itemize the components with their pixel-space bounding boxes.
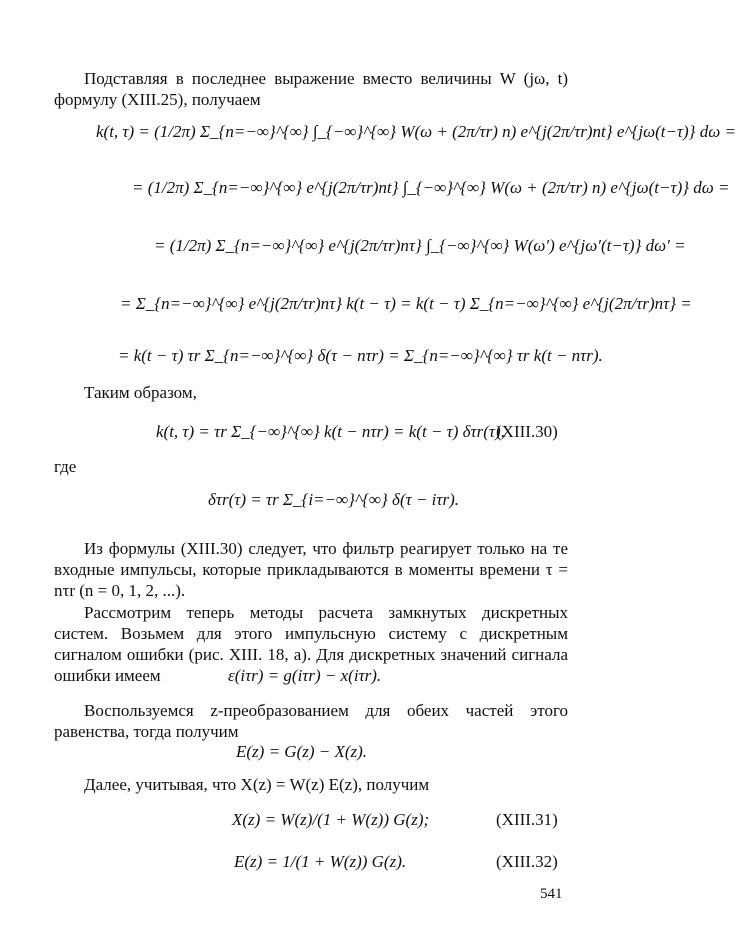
paragraph-further: Далее, учитывая, что X(z) = W(z) E(z), получим (84, 775, 430, 794)
paragraph-filter-response: Из формулы (XIII.30) следует, что фильтр реагирует только на те входные импульсы, которые прикладываются в моменты времени τ = nτr (n = 0, 1, 2, ...). (54, 539, 568, 600)
equation-tag-xiii-30: (XIII.30) (496, 422, 558, 441)
equation-kernel-line-1: k(t, τ) = (1/2π) Σ_{n=−∞}^{∞} ∫_{−∞}^{∞} W(ω + (2π/τr) n) e^{j(2π/τr)nt} e^{jω(t−τ)} dω = (96, 122, 736, 141)
equation-kernel-line-5: = k(t − τ) τr Σ_{n=−∞}^{∞} δ(τ − nτr) = Σ_{n=−∞}^{∞} τr k(t − nτr). (118, 346, 603, 365)
equation-xiii-30: k(t, τ) = τr Σ_{−∞}^{∞} k(t − nτr) = k(t − τ) δτr(τ), (156, 422, 505, 441)
equation-kernel-line-4: = Σ_{n=−∞}^{∞} e^{j(2π/τr)nτ} k(t − τ) = k(t − τ) Σ_{n=−∞}^{∞} e^{j(2π/τr)nτ} = (120, 294, 692, 313)
paragraph-where: где (54, 457, 77, 476)
paragraph-z-transform: Воспользуемся z-преобразованием для обеих частей этого равенства, тогда получим (54, 701, 568, 741)
paragraph-closed-systems: Рассмотрим теперь методы расчета замкнутых дискретных систем. Возьмем для этого импульсную систему с дискретным сигналом ошибки (рис. XIII. 18, а). Для дискретных значений сигнала ошибки имеем (54, 603, 568, 685)
paragraph-intro: Подставляя в последнее выражение вместо величины W (jω, t) формулу (XIII.25), получаем (54, 69, 568, 109)
page-number: 541 (540, 886, 563, 902)
equation-delta-train: δτr(τ) = τr Σ_{i=−∞}^{∞} δ(τ − iτr). (208, 490, 460, 509)
paragraph-thus: Таким образом, (84, 383, 197, 402)
equation-xiii-32: E(z) = 1/(1 + W(z)) G(z). (234, 852, 407, 871)
equation-xiii-31: X(z) = W(z)/(1 + W(z)) G(z); (232, 810, 430, 829)
equation-kernel-line-2: = (1/2π) Σ_{n=−∞}^{∞} e^{j(2π/τr)nt} ∫_{−∞}^{∞} W(ω + (2π/τr) n) e^{jω(t−τ)} dω = (132, 178, 730, 197)
equation-kernel-line-3: = (1/2π) Σ_{n=−∞}^{∞} e^{j(2π/τr)nτ} ∫_{−∞}^{∞} W(ω′) e^{jω′(t−τ)} dω′ = (154, 236, 686, 255)
equation-tag-xiii-32: (XIII.32) (496, 852, 558, 871)
equation-error-signal: ε(iτr) = g(iτr) − x(iτr). (228, 666, 382, 685)
equation-e-of-z: E(z) = G(z) − X(z). (236, 742, 368, 761)
equation-tag-xiii-31: (XIII.31) (496, 810, 558, 829)
